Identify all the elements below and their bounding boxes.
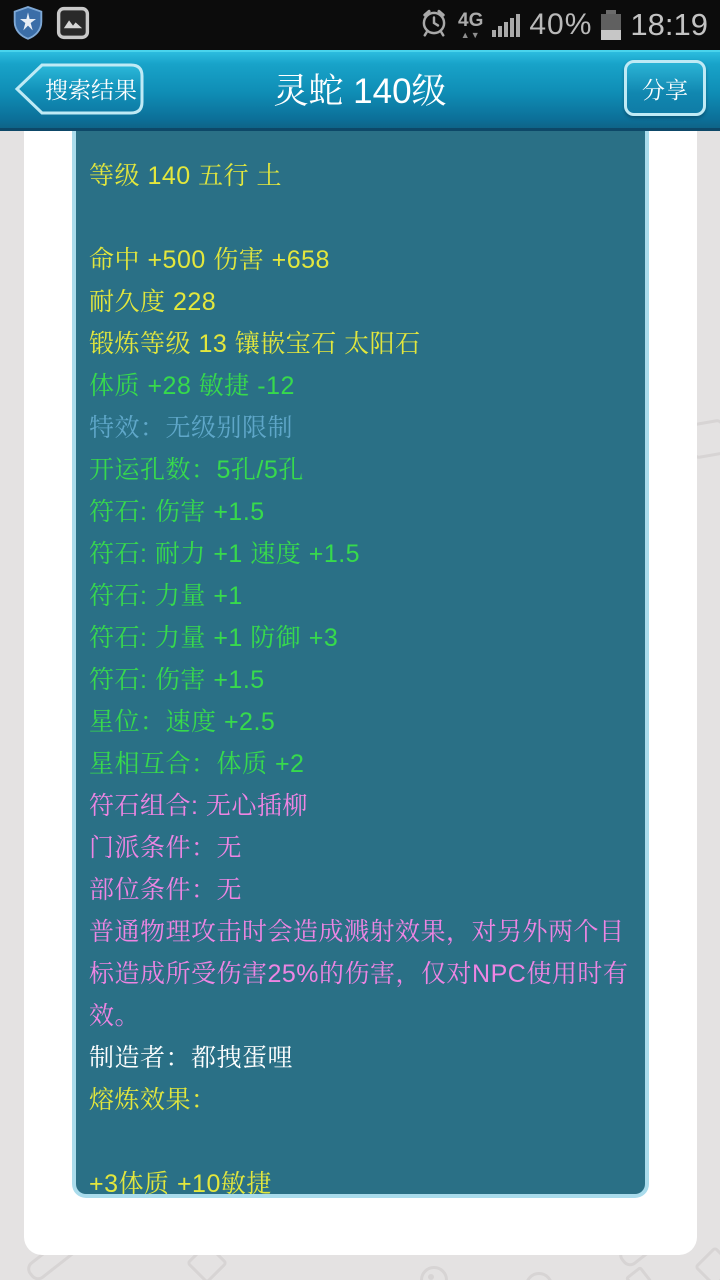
- item-stat-line: [89, 1121, 639, 1163]
- item-stat-line: 星位：速度 +2.5: [89, 708, 276, 736]
- item-stat-line: 耐久度 228: [89, 288, 217, 316]
- status-bar-right: [419, 7, 708, 44]
- item-stat-line: 体质 +28 敏捷 -12: [89, 372, 295, 400]
- content-area: [0, 131, 720, 1280]
- gallery-icon: [56, 6, 90, 45]
- item-stat-line: 等级 140 五行 土: [89, 162, 283, 190]
- item-stat-line: 开运孔数：5孔/5孔: [89, 456, 304, 484]
- network-arrows-icon: ▲▼: [460, 29, 481, 40]
- item-detail-panel: [72, 131, 649, 1198]
- page-title: 灵蛇 140级: [273, 72, 447, 111]
- item-stat-line: 符石: 伤害 +1.5: [89, 666, 265, 694]
- item-stat-line: 符石: 力量 +1 防御 +3: [89, 624, 339, 652]
- item-detail-lines: [89, 155, 639, 1198]
- status-bar: [0, 0, 720, 50]
- item-stat-line: +3体质 +10敏捷: [89, 1170, 272, 1198]
- item-stat-line: 符石: 力量 +1: [89, 582, 243, 610]
- item-stat-line: 熔炼效果：: [89, 1086, 217, 1114]
- watermark-pin-icon: [525, 1272, 553, 1280]
- network-icon: [458, 11, 483, 40]
- item-stat-line: 门派条件：无: [89, 834, 243, 862]
- network-type-label: 4G: [458, 9, 484, 31]
- signal-icon: [492, 13, 520, 37]
- back-button[interactable]: [12, 58, 148, 120]
- item-stat-line: 符石: 耐力 +1 速度 +1.5: [89, 540, 361, 568]
- item-stat-line: 制造者：都拽蛋哩: [89, 1044, 294, 1072]
- item-stat-line: 部位条件：无: [89, 876, 243, 904]
- item-stat-line: 符石: 伤害 +1.5: [89, 498, 265, 526]
- back-button-label: 搜索结果: [45, 76, 137, 103]
- battery-icon: [601, 10, 621, 40]
- item-stat-line: 锻炼等级 13 镶嵌宝石 太阳石: [89, 330, 421, 358]
- item-stat-line: 特效：无级别限制: [89, 414, 294, 442]
- alarm-icon: [419, 7, 449, 44]
- item-stat-line: 命中 +500 伤害 +658: [89, 246, 330, 274]
- battery-percent-label: 40%: [529, 8, 593, 41]
- item-stat-line: [89, 197, 639, 239]
- title-bar: [0, 50, 720, 131]
- item-stat-line: 普通物理攻击时会造成溅射效果，对另外两个目标造成所受伤害25%的伤害，仅对NPC使用时有效。: [89, 918, 629, 1030]
- watermark-diamond-icon: [700, 1252, 720, 1280]
- status-bar-left: [12, 5, 90, 46]
- result-card: [24, 131, 697, 1255]
- shield-icon: [12, 5, 44, 46]
- clock-label: 18:19: [630, 7, 708, 42]
- share-button-label: 分享: [642, 76, 688, 103]
- item-stat-line: 星相互合：体质 +2: [89, 750, 305, 778]
- watermark-pin-icon: [420, 1266, 448, 1280]
- share-button[interactable]: [624, 60, 706, 116]
- item-stat-line: 符石组合: 无心插柳: [89, 792, 308, 820]
